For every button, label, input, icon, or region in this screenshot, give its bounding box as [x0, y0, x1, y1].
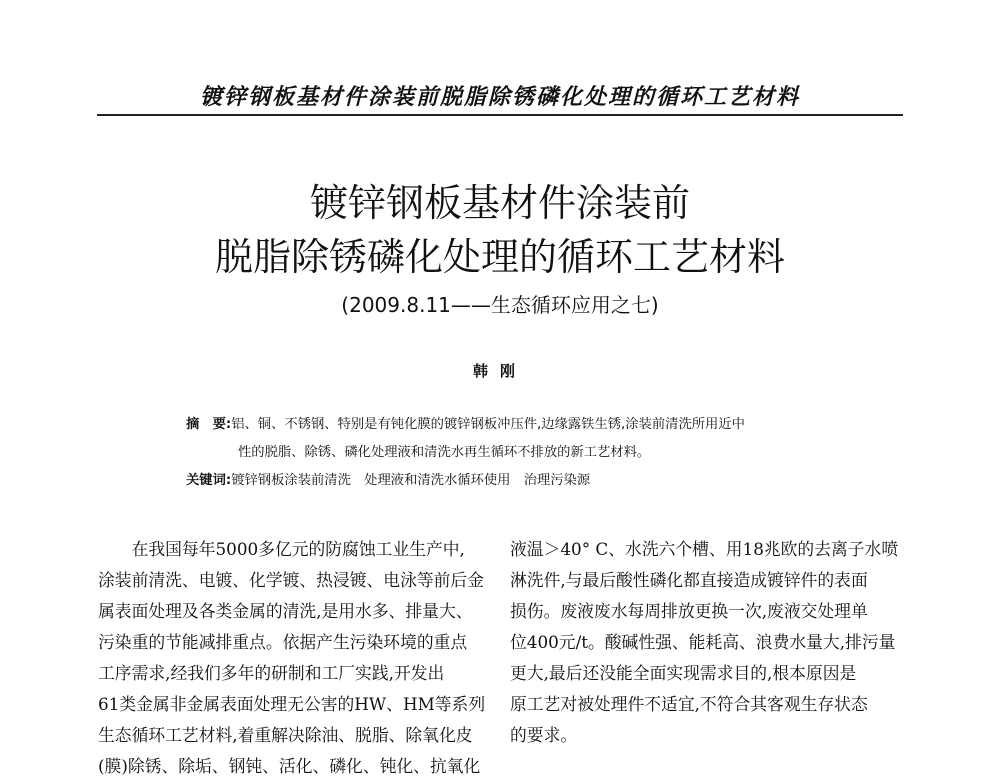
header-rule	[97, 114, 903, 116]
abstract-row-2	[186, 439, 826, 467]
abstract-row-1	[186, 411, 826, 439]
body-right-line: 液温＞40° C、水洗六个槽、用18兆欧的去离子水喷	[510, 539, 899, 559]
keywords-label: 关键词:	[186, 473, 232, 488]
keywords-text: 镀锌钢板涂装前清洗 处理液和清洗水循环使用 治理污染源	[231, 473, 591, 488]
body-right-line: 原工艺对被处理件不适宜,不符合其客观生存状态	[510, 694, 868, 714]
body-right-line: 位400元/t。酸碱性强、能耗高、浪费水量大,排污量	[510, 632, 896, 652]
body-left-line: 工序需求,经我们多年的研制和工厂实践,开发出	[98, 663, 445, 683]
body-left-line: (膜)除锈、除垢、钢钝、活化、磷化、钝化、抗氧化	[98, 756, 481, 776]
keywords-row	[186, 467, 826, 495]
title-line-1: 镀锌钢板基材件涂装前	[309, 181, 690, 225]
body-left-line: 涂装前清洗、电镀、化学镀、热浸镀、电泳等前后金	[98, 570, 484, 590]
body-right-line: 更大,最后还没能全面实现需求目的,根本原因是	[510, 663, 857, 683]
running-header: 镀锌钢板基材件涂装前脱脂除锈磷化处理的循环工艺材料	[199, 84, 800, 110]
body-left-line: 61类金属非金属表面处理无公害的HW、HM等系列	[98, 694, 486, 714]
body-left-line: 污染重的节能减排重点。依据产生污染环境的重点	[98, 632, 468, 652]
abstract-label: 摘 要:	[186, 417, 232, 432]
author-name: 韩刚	[472, 362, 527, 380]
subtitle: (2009.8.11——生态循环应用之七)	[341, 293, 659, 317]
body-right-line: 的要求。	[510, 725, 578, 745]
body-left-line: 属表面处理及各类金属的清洗,是用水多、排量大、	[98, 601, 473, 621]
abstract-text-line-1: 铝、铜、不锈钢、特别是有钝化膜的镀锌钢板冲压件,边缘露铁生锈,涂装前清洗所用近中	[231, 417, 745, 432]
body-column-left	[98, 534, 500, 782]
body-right-line: 淋洗件,与最后酸性磷化都直接造成镀锌件的表面	[510, 570, 868, 590]
abstract-block	[186, 411, 826, 495]
body-column-right	[510, 534, 912, 751]
title-line-2: 脱脂除锈磷化处理的循环工艺材料	[214, 235, 785, 279]
body-right-line: 损伤。废液废水每周排放更换一次,废液交处理单	[510, 601, 868, 621]
abstract-text-line-2: 性的脱脂、除锈、磷化处理液和清洗水再生循环不排放的新工艺材料。	[238, 445, 651, 460]
body-left-line: 在我国每年5000多亿元的防腐蚀工业生产中,	[98, 539, 465, 559]
body-left-line: 生态循环工艺材料,着重解决除油、脱脂、除氧化皮	[98, 725, 473, 745]
